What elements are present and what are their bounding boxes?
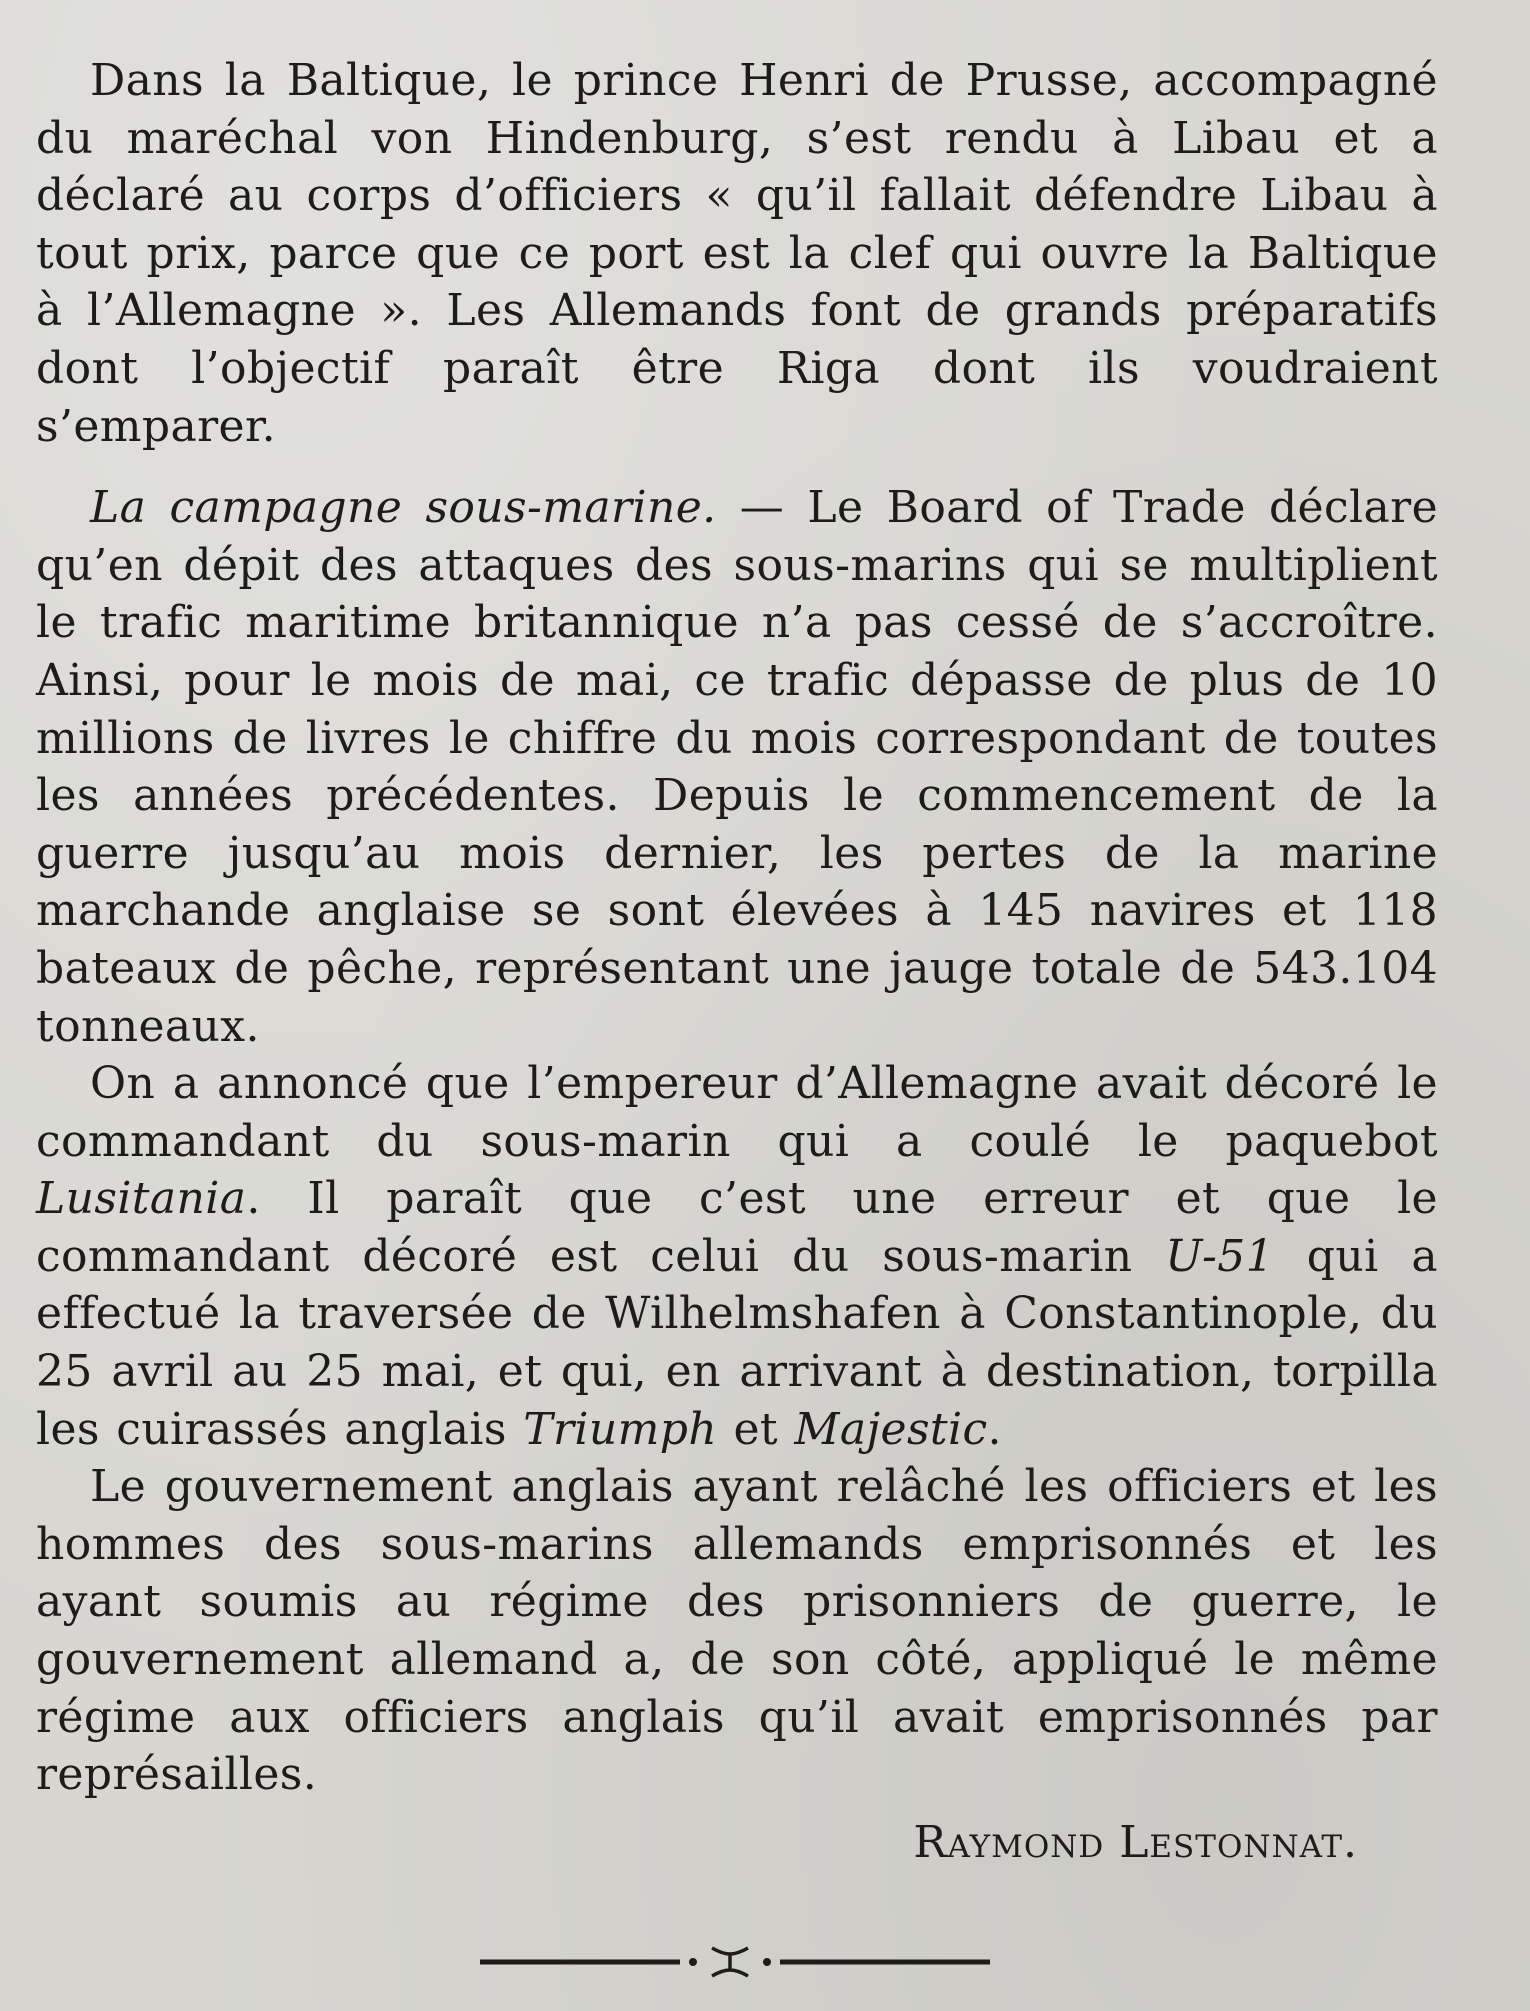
author-signature [36,1814,1438,1872]
italic-text: Majestic [794,1403,988,1455]
text-run: . [987,1403,1002,1455]
paragraph [36,479,1438,1055]
ornament-flourish [712,1948,748,1976]
italic-text: Lusitania [36,1173,247,1225]
end-ornament [480,1942,990,1982]
italic-text: Triumph [523,1403,718,1455]
text-run: On a annoncé que l’empereur d’Allemagne avait décoré le commandant du sous-marin qui a coulé le paquebot [36,1058,1438,1167]
text-run: Dans la Baltique, le prince Henri de Prusse, accompagné du maréchal von Hindenburg, s’est rendu à Libau et a déclaré au corps d’officiers « qu’il fallait défendre Libau à tout prix, parce que ce port est la clef qui ouvre la Baltique à l’Allemagne ». Les Allemands font de grands préparatifs dont l’objectif paraît être Riga dont ils voudraient s’emparer. [36,55,1438,452]
italic-text: La campagne sous-marine. [90,482,717,534]
paragraph [36,52,1438,455]
italic-text: U-51 [1165,1230,1275,1282]
article-body [36,52,1438,1804]
text-run: . Il paraît que c’est une erreur et que le commandant décoré est celui du sous-marin [36,1173,1438,1282]
author-name: Raymond Lestonnat. [913,1816,1358,1868]
text-run: — Le Board of Trade déclare qu’en dépit des attaques des sous-marins qui se multiplient le trafic maritime britannique n’a pas cessé de s’accroître. Ainsi, pour le mois de mai, ce trafic dépasse de plus de 10 millions de livres le chiffre du mois correspondant de toutes les années précédentes. Depuis le commencement de la guerre jusqu’au mois dernier, les pertes de la marine marchande anglaise se sont élevées à 145 navires et 118 bateaux de pêche, représentant une jauge totale de 543.104 tonneaux. [36,482,1439,1052]
text-run: qui a effectué la traversée de Wilhelmshafen à Constantinople, du 25 avril au 25 mai, et qui, en arrivant à destination, torpilla les cuirassés anglais [36,1230,1438,1455]
text-run: Le gouvernement anglais ayant relâché les officiers et les hommes des sous-marins allemands emprisonnés et les ayant soumis au régime des prisonniers de guerre, le gouvernement allemand a, de son côté, appliqué le même régime aux officiers anglais qu’il avait emprisonnés par représailles. [36,1461,1438,1801]
paragraph [36,1055,1438,1458]
ornament-dot-right [763,1958,771,1966]
paragraph [36,1458,1438,1804]
text-run: et [717,1403,795,1455]
ornament-dot-left [689,1958,697,1966]
